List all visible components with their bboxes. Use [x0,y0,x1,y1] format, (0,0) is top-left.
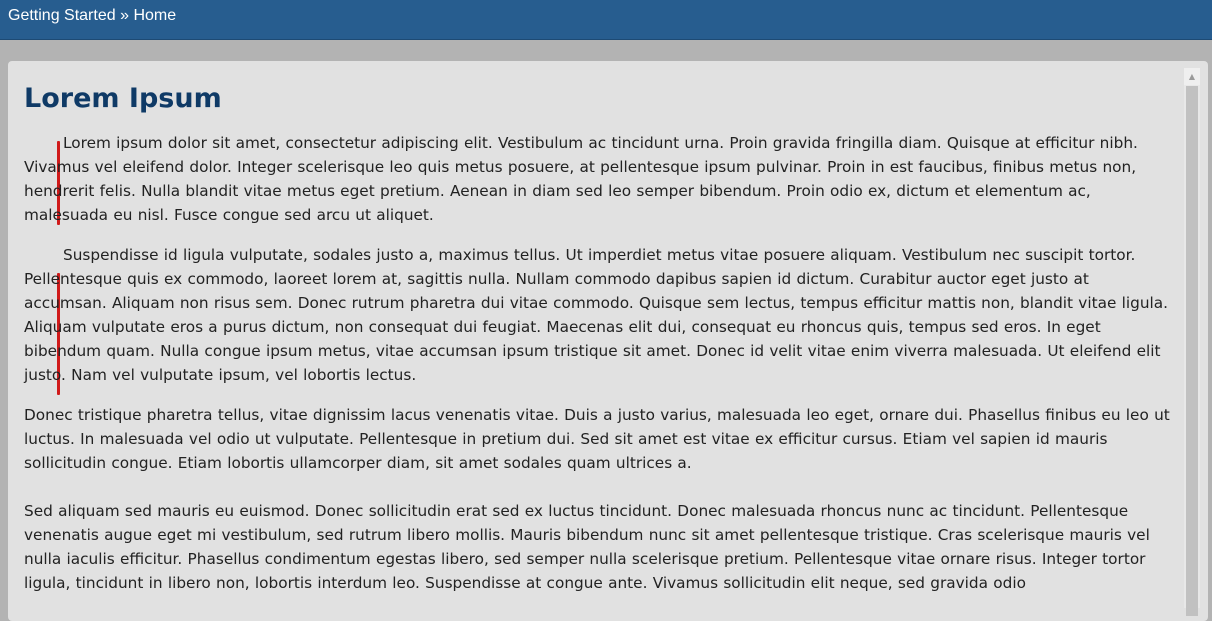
paragraph-block-1 [24,131,1176,227]
top-navigation-bar [0,0,1212,40]
breadcrumb [8,7,176,25]
paragraph-3: Donec tristique pharetra tellus, vitae dignissim lacus venenatis vitae. Duis a justo varius, malesuada leo eget, ornare dui. Phasellus finibus eu leo ut luctus. In malesuada vel odio ut vulputate. Pellentesque in pretium dui. Sed sit amet est vitae ex efficitur cursus. Etiam vel sapien id mauris sollicitudin congue. Etiam lobortis ullamcorper diam, sit amet sodales quam ultrices a. [24,406,1170,472]
content-panel [8,61,1208,621]
paragraph-2: Suspendisse id ligula vulputate, sodales justo a, maximus tellus. Ut imperdiet metus vitae posuere aliquam. Vestibulum nec suscipit tortor. Pellentesque quis ex commodo, laoreet lorem at, sagittis nulla. Nullam commodo dapibus sapien id dictum. Curabitur auctor eget justo at accumsan. Aliquam non risus sem. Donec rutrum pharetra dui vitae commodo. Quisque sem lectus, tempus efficitur mattis non, blandit vitae ligula. Aliquam vulputate eros a purus dictum, non consequat dui feugiat. Maecenas elit dui, consequat eu rhoncus quis, tempus sed eros. In eget bibendum quam. Nulla congue ipsum metus, vitae accumsan ipsum tristique sit amet. Donec id velit vitae enim viverra malesuada. Ut eleifend elit justo. Nam vel vulputate ipsum, vel lobortis lectus. [24,246,1169,384]
breadcrumb-link-getting-started[interactable]: Getting Started [8,7,116,24]
breadcrumb-separator: » [120,7,129,24]
page-title: Lorem Ipsum [24,83,222,114]
paragraph-block-2 [24,243,1176,387]
vertical-scrollbar[interactable] [1184,68,1200,608]
article [24,61,1176,595]
scroll-up-arrow-icon[interactable]: ▲ [1184,68,1200,85]
paragraph-1: Lorem ipsum dolor sit amet, consectetur adipiscing elit. Vestibulum ac tincidunt urna. Proin gravida fringilla diam. Quisque at efficitur nibh. Vivamus vel eleifend dolor. Integer scelerisque leo quis metus posuere, at pellentesque ipsum pulvinar. Proin in est faucibus, finibus metus non, hendrerit felis. Nulla blandit vitae metus eget pretium. Aenean in diam sed leo semper bibendum. Proin odio ex, dictum et elementum ac, malesuada eu nisl. Fusce congue sed arcu ut aliquet. [24,134,1138,224]
scrollbar-thumb[interactable] [1186,86,1198,616]
paragraph-4: Sed aliquam sed mauris eu euismod. Donec sollicitudin erat sed ex luctus tincidunt. Donec malesuada rhoncus nunc ac tincidunt. Pellentesque venenatis augue eget mi vestibulum, sed rutrum libero mollis. Mauris bibendum nunc sit amet pellentesque tristique. Cras scelerisque mauris vel nulla iaculis efficitur. Phasellus condimentum egestas libero, sed semper nulla scelerisque pretium. Pellentesque vitae ornare risus. Integer tortor ligula, tincidunt in libero non, lobortis interdum leo. Suspendisse at congue ante. Vivamus sollicitudin elit neque, sed gravida odio [24,502,1150,592]
breadcrumb-current-home[interactable]: Home [133,7,177,24]
